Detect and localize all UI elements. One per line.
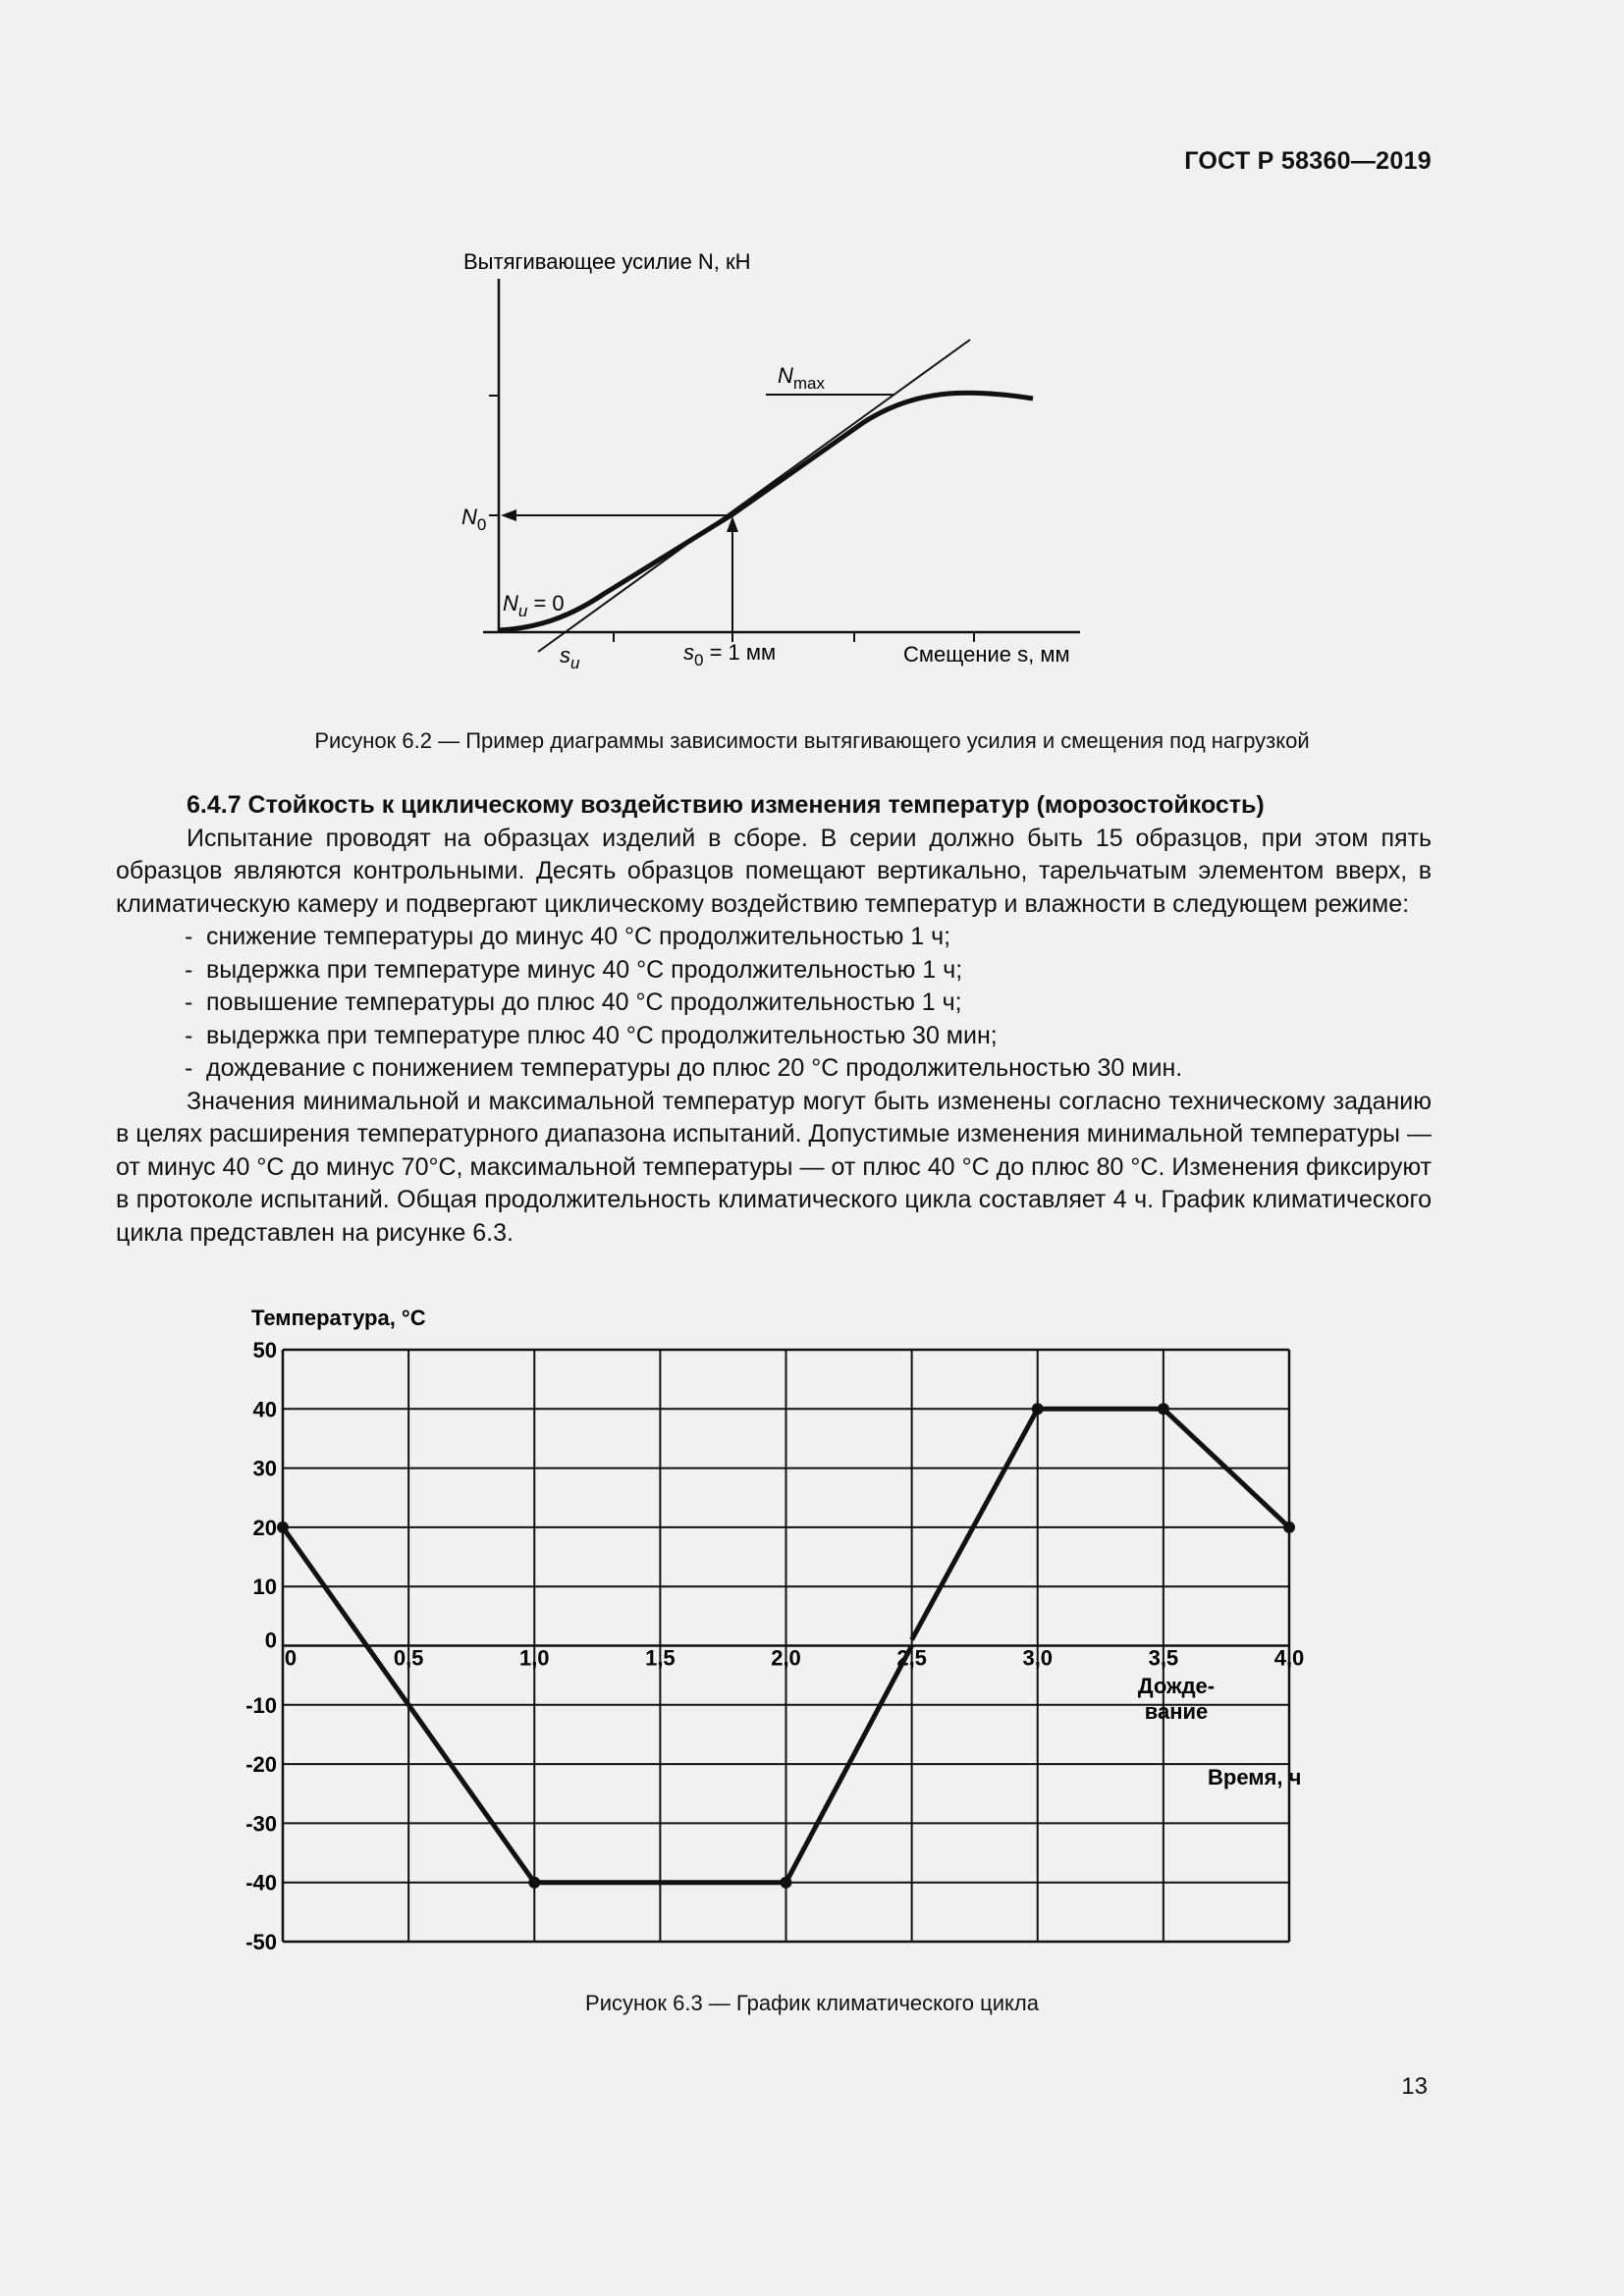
- y-tick-label: 50: [252, 1338, 277, 1362]
- list-item: - снижение температуры до минус 40 °С продолжительностью 1 ч;: [185, 921, 1432, 954]
- list-item: - выдержка при температуре плюс 40 °С продолжительностью 30 мин;: [185, 1020, 1432, 1053]
- y-tick-label: -40: [245, 1870, 277, 1896]
- data-point: [1032, 1403, 1044, 1415]
- figure-6-3: [226, 1296, 1345, 1963]
- regime-list: [116, 921, 1432, 1086]
- y-tick-label: 0: [264, 1628, 277, 1653]
- x-tick-label: 0,5: [393, 1645, 424, 1671]
- list-item: - выдержка при температуре минус 40 °С продолжительностью 1 ч;: [185, 954, 1432, 988]
- x-tick-label: 0: [284, 1645, 298, 1671]
- data-point: [1158, 1403, 1169, 1415]
- figure-6-2-caption: Рисунок 6.2 — Пример диаграммы зависимости вытягивающего усилия и смещения под нагрузкой: [314, 728, 1310, 753]
- y-tick-label: 30: [252, 1456, 277, 1481]
- tangent-line: [538, 340, 970, 652]
- force-displacement-diagram: [432, 236, 1119, 687]
- section-6-4-7: [116, 789, 1432, 1250]
- x-tick-label: 2,0: [771, 1645, 801, 1671]
- y-tick-label: -50: [245, 1930, 277, 1954]
- climate-cycle-chart: [226, 1296, 1345, 1963]
- y-tick-label: 40: [252, 1397, 277, 1422]
- x-axis-label: Смещение s, мм: [903, 642, 1070, 667]
- x-tick-label: 1,0: [518, 1645, 550, 1671]
- list-marker: -: [185, 988, 193, 1016]
- y-axis-label: Вытягивающее усилие N, кН: [463, 249, 751, 274]
- paragraph-2: Значения минимальной и максимальной температур могут быть изменены согласно техническому заданию в целях расширения температурного диапазона испытаний. Допустимые изменения минимальной температуры — от минус 40 °С до минус 70°С, максимальной температуры — от плюс 40 °С до плюс 80 °С. Изменения фиксируют в протоколе испытаний. Общая продолжительность климатического цикла составляет 4 ч. График климатического цикла представлен на рисунке 6.3.: [116, 1087, 1432, 1247]
- label-n0: $N_0$: [461, 505, 487, 534]
- data-point: [781, 1877, 792, 1889]
- list-marker: -: [185, 955, 193, 984]
- data-point: [277, 1522, 289, 1533]
- x-tick-label: 3,0: [1022, 1645, 1054, 1671]
- list-marker: -: [185, 1021, 193, 1049]
- list-item: - повышение температуры до плюс 40 °С продолжительностью 1 ч;: [185, 987, 1432, 1020]
- force-curve: [499, 393, 1033, 630]
- y-tick-label: -30: [245, 1811, 277, 1837]
- y-tick-label: -20: [245, 1752, 277, 1778]
- x-tick-label: 3,5: [1148, 1645, 1179, 1671]
- y-tick-label: 20: [252, 1515, 277, 1540]
- annotation-line-1: Дожде-: [1137, 1674, 1216, 1698]
- figure-6-2: [432, 236, 1119, 687]
- x-tick-label: 2,5: [896, 1645, 927, 1671]
- data-point: [528, 1877, 540, 1889]
- y-tick-label: -10: [245, 1692, 277, 1718]
- x-tick-label: 1,5: [645, 1645, 676, 1671]
- figure-6-3-caption: Рисунок 6.3 — График климатического цикла: [585, 1991, 1039, 2015]
- data-point: [1283, 1522, 1295, 1533]
- annotation-line-2: вание: [1144, 1699, 1209, 1724]
- list-marker: -: [185, 1054, 193, 1082]
- x-tick-label: 4,0: [1273, 1645, 1305, 1671]
- label-n-max: $N_{max}$: [778, 363, 826, 393]
- label-nu: $N_u = 0$: [503, 591, 565, 620]
- paragraph-1: Испытание проводят на образцах изделий в сборе. В серии должно быть 15 образцов, при этом пять образцов являются контрольными. Десять образцов помещают вертикально, тарельчатым элементом вверх, в климатическую камеру и подвергают циклическому воздействию температур и влажности в следующем режиме:: [116, 824, 1432, 918]
- section-heading: 6.4.7 Стойкость к циклическому воздействию изменения температур (морозостойкость): [187, 791, 1265, 819]
- y-tick-label: 10: [252, 1575, 277, 1600]
- list-marker: -: [185, 923, 193, 950]
- list-item: - дождевание с понижением температуры до плюс 20 °С продолжительностью 30 мин.: [185, 1052, 1432, 1086]
- chart-y-label: Температура, °С: [251, 1306, 426, 1330]
- temperature-line: [912, 1409, 1289, 1639]
- label-s0: $s_0 = 1$ мм: [683, 640, 777, 669]
- chart-x-label: Время, ч: [1208, 1765, 1302, 1789]
- label-su: $s_u$: [560, 643, 580, 672]
- page-number: 13: [1401, 2073, 1428, 2100]
- n0-arrow-head: [501, 509, 516, 521]
- document-code: ГОСТ Р 58360—2019: [1184, 147, 1432, 175]
